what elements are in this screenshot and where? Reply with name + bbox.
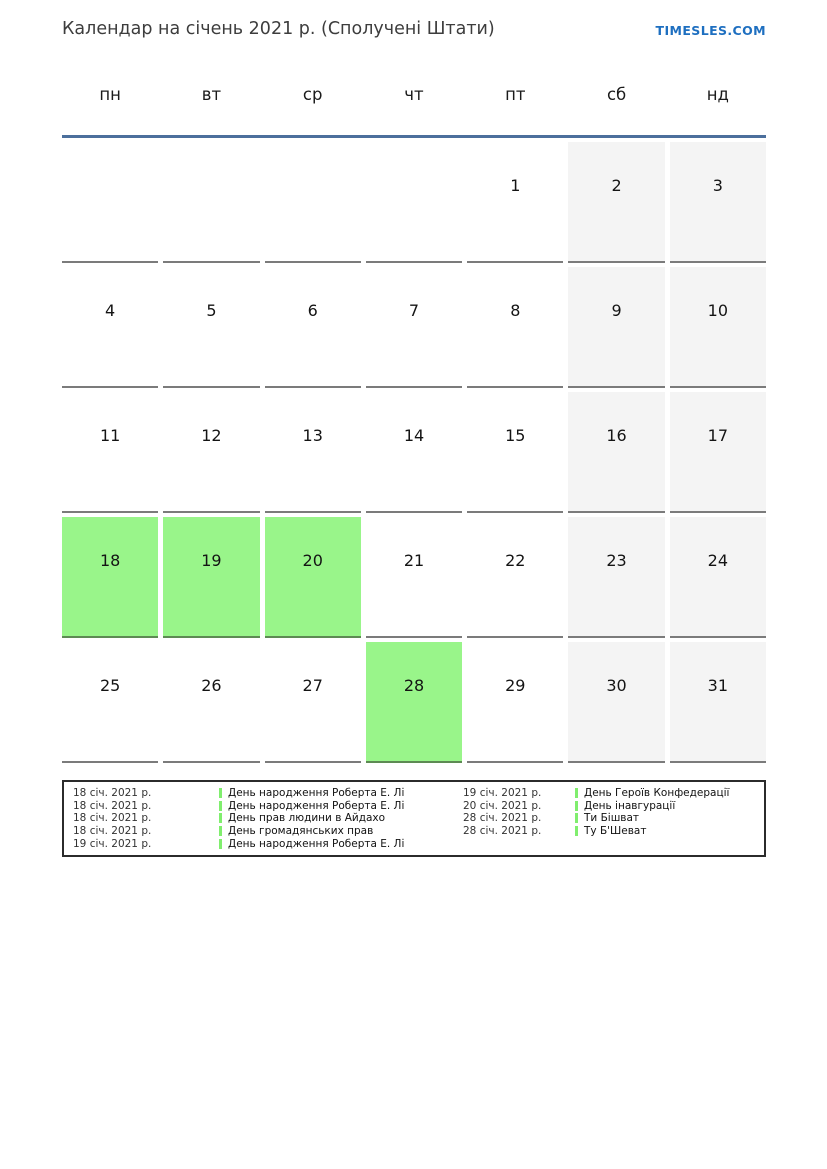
day-cell-empty: [366, 142, 462, 263]
holiday-marker-icon: [219, 813, 222, 823]
legend-holiday-name: Ти Бішват: [584, 812, 640, 825]
day-cell-2: [568, 142, 664, 263]
day-cell-13: [265, 392, 361, 513]
day-number: 17: [707, 426, 729, 445]
day-number: 14: [403, 426, 425, 445]
legend-holiday-name: День громадянських прав: [228, 825, 374, 838]
holiday-marker-icon: [219, 839, 222, 849]
topbar: [62, 0, 766, 39]
legend-date: 28 січ. 2021 р.: [463, 812, 542, 825]
day-number: 13: [302, 426, 323, 445]
timesles-logo-link[interactable]: TIMESLES.COM: [655, 23, 766, 38]
holiday-marker-icon: [219, 788, 222, 798]
page-title: Календар на січень 2021 р. (Сполучені Штати): [62, 19, 495, 39]
weekday-header-row: [62, 85, 766, 135]
day-cell-25: [62, 642, 158, 763]
holiday-marker-icon: [575, 826, 578, 836]
legend-entry: [73, 812, 463, 825]
day-cell-29: [467, 642, 563, 763]
day-cell-15: [467, 392, 563, 513]
weekday-thu: чт: [404, 85, 424, 104]
day-number: 10: [707, 301, 729, 320]
day-cell-5: [163, 267, 259, 388]
day-number: 22: [505, 551, 526, 570]
legend-holiday-name: Ту Б'Шеват: [584, 825, 647, 838]
day-cell-16: [568, 392, 664, 513]
day-number: 15: [505, 426, 526, 445]
day-cell-26: [163, 642, 259, 763]
legend-date: 18 січ. 2021 р.: [73, 787, 152, 800]
day-cell-11: [62, 392, 158, 513]
legend-holiday-name: День прав людини в Айдахо: [228, 812, 386, 825]
day-cell-27: [265, 642, 361, 763]
legend-entry: [73, 825, 463, 838]
legend-entry: [73, 837, 463, 850]
day-number: 23: [606, 551, 627, 570]
holidays-legend-box: [62, 780, 766, 857]
header-underline: [62, 135, 766, 138]
legend-entry: [73, 800, 463, 813]
legend-entry: [463, 825, 764, 838]
day-cell-28-highlighted: [366, 642, 462, 763]
day-cell-23: [568, 517, 664, 638]
legend-date: 18 січ. 2021 р.: [73, 812, 152, 825]
day-cell-14: [366, 392, 462, 513]
day-cell-19-highlighted: [163, 517, 259, 638]
day-number: 30: [606, 676, 627, 695]
legend-holiday-name: День народження Роберта Е. Лі: [228, 787, 405, 800]
legend-column-right: [463, 787, 764, 850]
day-cell-empty: [163, 142, 259, 263]
legend-date: 19 січ. 2021 р.: [73, 837, 152, 850]
weekday-wed: ср: [302, 85, 323, 104]
day-number: 26: [201, 676, 222, 695]
legend-column-left: [73, 787, 463, 850]
day-number: 9: [611, 301, 622, 320]
legend-date: 20 січ. 2021 р.: [463, 799, 542, 812]
day-number: 11: [99, 426, 121, 445]
day-number: 1: [510, 176, 521, 195]
legend-entry: [463, 812, 764, 825]
day-number: 3: [712, 176, 723, 195]
legend-holiday-name: День народження Роберта Е. Лі: [228, 837, 405, 850]
day-number: 12: [201, 426, 222, 445]
weekday-sun: нд: [706, 85, 729, 104]
day-cell-10: [670, 267, 766, 388]
day-number: 28: [403, 676, 425, 695]
holiday-marker-icon: [575, 813, 578, 823]
day-number: 19: [201, 551, 222, 570]
day-number: 29: [505, 676, 526, 695]
day-cell-3: [670, 142, 766, 263]
day-cell-12: [163, 392, 259, 513]
weekday-tue: вт: [201, 85, 222, 104]
day-cell-1: [467, 142, 563, 263]
day-number: 18: [99, 551, 121, 570]
legend-date: 19 січ. 2021 р.: [463, 787, 542, 800]
day-number: 24: [707, 551, 729, 570]
holiday-marker-icon: [575, 788, 578, 798]
day-number: 31: [707, 676, 729, 695]
day-cell-9: [568, 267, 664, 388]
day-cell-6: [265, 267, 361, 388]
day-cell-empty: [62, 142, 158, 263]
day-cell-empty: [265, 142, 361, 263]
legend-entry: [463, 787, 764, 800]
day-cell-18-highlighted: [62, 517, 158, 638]
day-number: 5: [206, 301, 217, 320]
weekday-fri: пт: [505, 85, 526, 104]
day-cell-17: [670, 392, 766, 513]
legend-entry: [73, 787, 463, 800]
legend-holiday-name: День інавгурації: [584, 799, 676, 812]
day-cell-20-highlighted: [265, 517, 361, 638]
legend-date: 28 січ. 2021 р.: [463, 825, 542, 838]
day-number: 8: [510, 301, 521, 320]
day-cell-4: [62, 267, 158, 388]
holiday-marker-icon: [219, 801, 222, 811]
day-number: 2: [611, 176, 622, 195]
weekday-sat: сб: [606, 85, 627, 104]
legend-entry: [463, 800, 764, 813]
legend-holiday-name: День народження Роберта Е. Лі: [228, 799, 405, 812]
day-number: 25: [99, 676, 121, 695]
day-number: 20: [302, 551, 323, 570]
day-cell-30: [568, 642, 664, 763]
day-cell-24: [670, 517, 766, 638]
legend-holiday-name: День Героїв Конфедерації: [584, 787, 730, 800]
calendar-grid: [62, 142, 766, 763]
calendar-page: [62, 0, 766, 857]
day-number: 27: [302, 676, 323, 695]
day-cell-21: [366, 517, 462, 638]
day-number: 4: [105, 301, 116, 320]
holiday-marker-icon: [575, 801, 578, 811]
day-cell-8: [467, 267, 563, 388]
holiday-marker-icon: [219, 826, 222, 836]
day-number: 16: [606, 426, 627, 445]
day-cell-22: [467, 517, 563, 638]
day-number: 21: [403, 551, 425, 570]
day-cell-31: [670, 642, 766, 763]
day-number: 7: [408, 301, 420, 320]
day-cell-7: [366, 267, 462, 388]
day-number: 6: [307, 301, 318, 320]
weekday-mon: пн: [99, 85, 121, 104]
legend-date: 18 січ. 2021 р.: [73, 825, 152, 838]
legend-date: 18 січ. 2021 р.: [73, 799, 152, 812]
